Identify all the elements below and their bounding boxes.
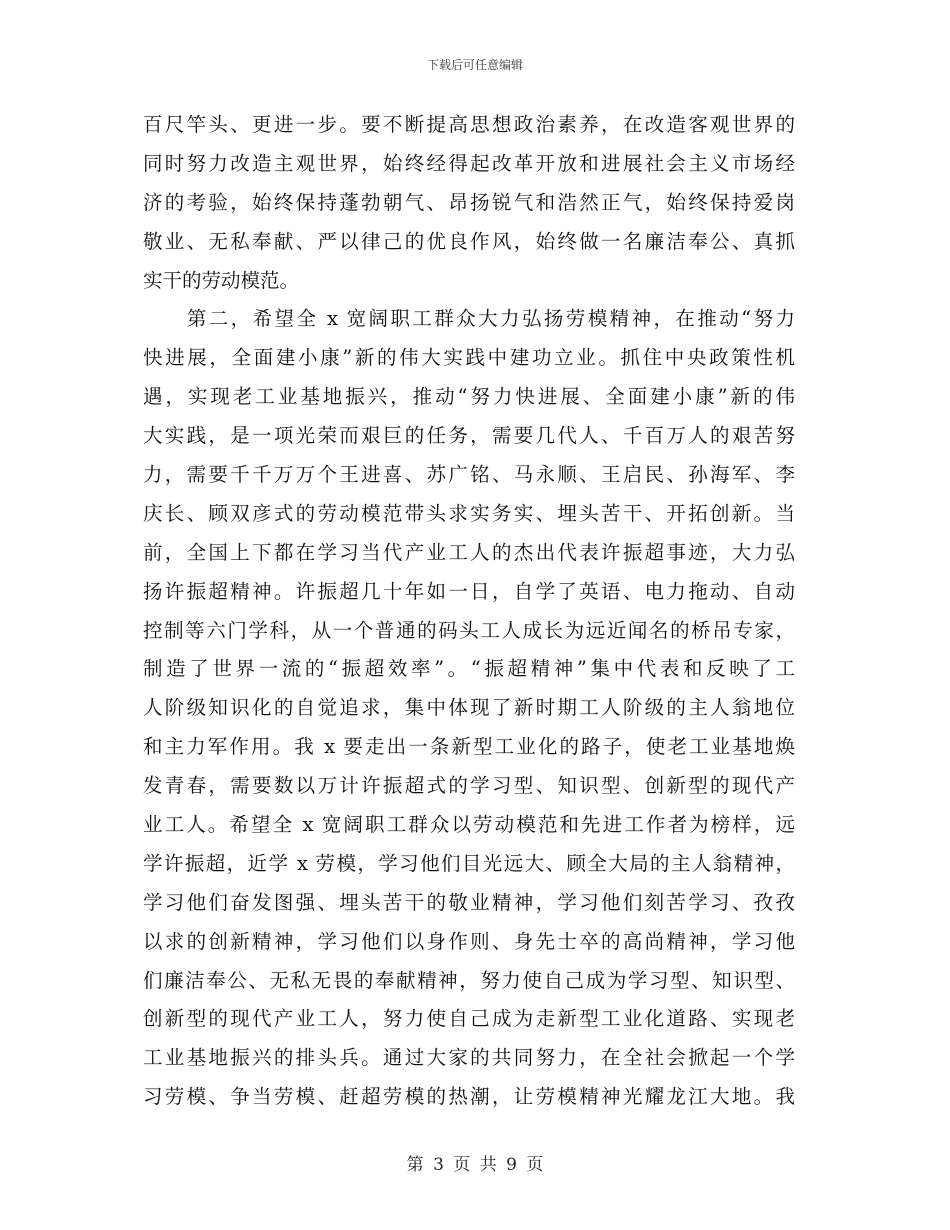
body-text [143,106,795,1117]
text-line: 庆长、顾双彦式的劳动模范带头求实务实、埋头苦干、开拓创新。当 [143,501,795,525]
text-line: 敬业、无私奉献、严以律己的优良作风，始终做一名廉洁奉公、真抓 [143,229,795,253]
text-line: 发青春，需要数以万计许振超式的学习型、知识型、创新型的现代产 [143,774,795,798]
text-line: 以求的创新精神，学习他们以身作则、身先士卒的高尚精神，学习他 [143,929,795,953]
text-line: 济的考验，始终保持蓬勃朝气、昂扬锐气和浩然正气，始终保持爱岗 [143,190,795,214]
text-line: 人阶级知识化的自觉追求，集中体现了新时期工人阶级的主人翁地位 [143,696,795,720]
text-line: 大实践，是一项光荣而艰巨的任务，需要几代人、千百万人的艰苦努 [143,424,795,448]
header-note: 下载后可任意编辑 [426,58,523,72]
text-line: 创新型的现代产业工人，努力使自己成为走新型工业化道路、实现老 [143,1007,795,1031]
text-line: 快进展，全面建小康”新的伟大实践中建功立业。抓住中央政策性机 [143,346,795,370]
text-line: 工业基地振兴的排头兵。通过大家的共同努力，在全社会掀起一个学 [143,1046,795,1070]
text-line: 百尺竿头、更进一步。要不断提高思想政治素养，在改造客观世界的 [143,113,795,136]
text-line: 第二，希望全 x 宽阔职工群众大力弘扬劳模精神，在推动“努力 [143,307,795,331]
text-line: 扬许振超精神。许振超几十年如一日，自学了英语、电力拖动、自动 [143,579,795,603]
text-line: 同时努力改造主观世界，始终经得起改革开放和进展社会主义市场经 [143,151,795,175]
text-line: 学许振超，近学 x 劳模，学习他们目光远大、顾全大局的主人翁精神， [143,851,795,875]
text-line: 遇，实现老工业基地振兴，推动“努力快进展、全面建小康”新的伟 [143,385,795,409]
text-line: 制造了世界一流的“振超效率”。“振超精神”集中代表和反映了工 [143,657,795,681]
text-line: 们廉洁奉公、无私无畏的奉献精神，努力使自己成为学习型、知识型、 [143,968,795,992]
page-number: 第 3 页 共 9 页 [406,1155,544,1175]
text-line: 业工人。希望全 x 宽阔职工群众以劳动模范和先进工作者为榜样，远 [143,813,795,837]
text-line: 力，需要千千万万个王进喜、苏广铭、马永顺、王启民、孙海军、李 [143,463,795,487]
text-line: 实干的劳动模范。 [143,268,300,292]
text-line: 习劳模、争当劳模、赶超劳模的热潮，让劳模精神光耀龙江大地。我 [143,1085,795,1109]
text-line: 控制等六门学科，从一个普通的码头工人成长为远近闻名的桥吊专家， [143,618,795,642]
text-line: 前，全国上下都在学习当代产业工人的杰出代表许振超事迹，大力弘 [143,540,795,564]
text-line: 学习他们奋发图强、埋头苦干的敬业精神，学习他们刻苦学习、孜孜 [143,890,795,914]
text-line: 和主力军作用。我 x 要走出一条新型工业化的路子，使老工业基地焕 [143,735,795,759]
